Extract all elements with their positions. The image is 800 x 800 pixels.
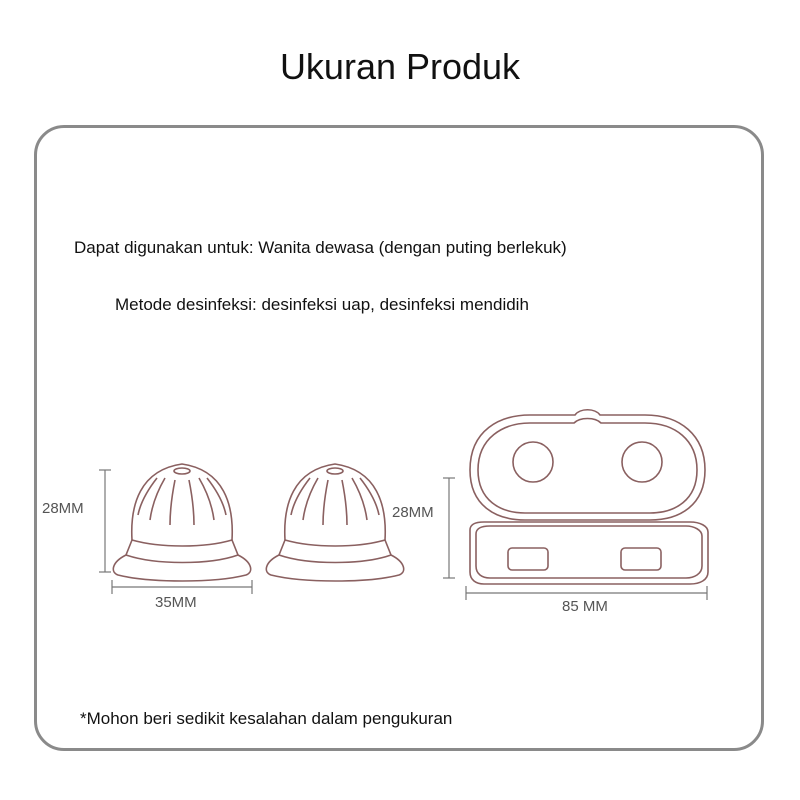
measurement-note: *Mohon beri sedikit kesalahan dalam pengukuran bbox=[80, 709, 453, 728]
storage-case bbox=[470, 410, 708, 584]
case-height-dimension-line bbox=[443, 478, 455, 578]
disinfection-text: Metode desinfeksi: desinfeksi uap, desinfeksi mendidih bbox=[115, 295, 529, 314]
nipple-shield-left bbox=[113, 464, 250, 581]
case-width-label: 85 MM bbox=[562, 598, 608, 615]
shield-width-dimension-line bbox=[112, 580, 252, 594]
shield-width-label: 35MM bbox=[155, 594, 197, 611]
shield-height-dimension-line bbox=[99, 470, 111, 572]
page-title: Ukuran Produk bbox=[279, 46, 521, 87]
shield-height-label: 28MM bbox=[42, 500, 84, 517]
usage-text: Dapat digunakan untuk: Wanita dewasa (dengan puting berlekuk) bbox=[74, 238, 567, 257]
case-height-label: 28MM bbox=[392, 504, 434, 521]
nipple-shield-right bbox=[266, 464, 403, 581]
